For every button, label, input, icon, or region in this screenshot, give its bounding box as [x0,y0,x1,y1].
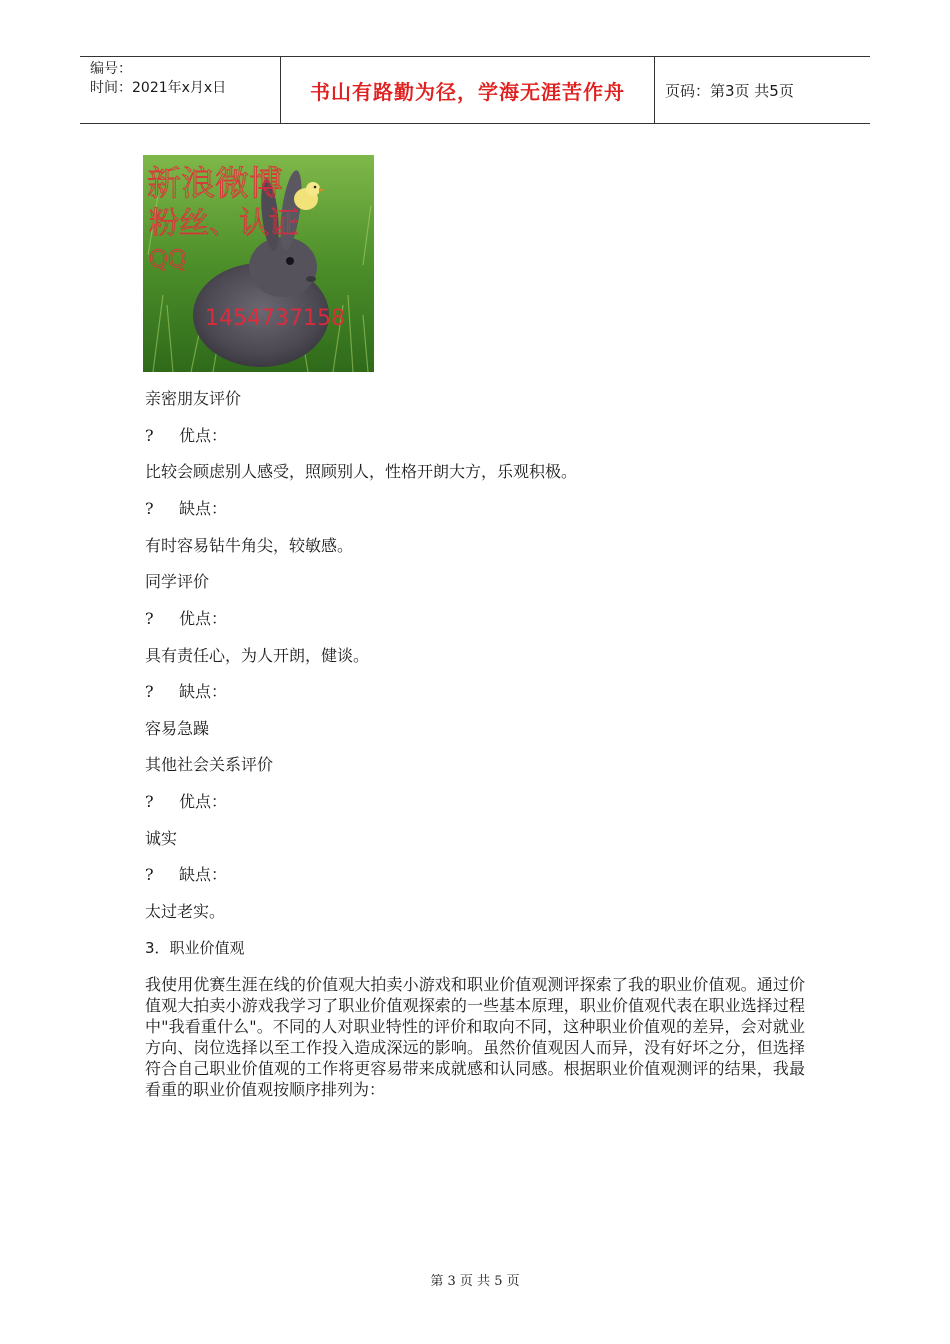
classmates-pros-text: 具有责任心，为人开朗，健谈。 [145,646,370,665]
rabbit-photo [143,155,374,372]
page-info: 页码：第3页 共5页 [665,81,794,100]
pros-label: 优点： [179,426,228,445]
bullet-icon: ? [145,609,154,628]
others-pros-text: 诚实 [145,829,178,848]
section-heading: 3．职业价值观 [145,939,245,957]
watermark-line1: 新浪微博 [147,164,283,204]
friends-pros-text: 比较会顾虑别人感受，照顾别人，性格开朗大方，乐观积极。 [145,462,578,481]
bullet-icon: ? [145,426,154,445]
header-page-cell [655,57,870,123]
header-meta-cell [80,57,281,123]
friends-cons-text: 有时容易钻牛角尖，较敏感。 [145,536,354,555]
cons-label: 缺点： [179,682,228,701]
pros-label: 优点： [179,609,228,628]
watermark-line3: QQ [149,245,187,273]
page-footer: 第 3 页 共 5 页 [430,1274,520,1289]
career-values-paragraph [145,974,805,1100]
bullet-icon: ? [145,865,154,884]
others-heading: 其他社会关系评价 [145,755,274,774]
others-cons-label-row [145,865,227,885]
pros-label: 优点： [179,792,228,811]
serial-number-label: 编号： [90,61,132,77]
watermark-line2: 粉丝、认证 [149,206,299,241]
document-header [80,56,870,124]
header-motto-cell [281,57,655,123]
others-pros-label-row [145,792,227,812]
classmates-pros-label-row [145,609,227,629]
others-cons-text: 太过老实。 [145,902,226,921]
classmates-cons-text: 容易急躁 [145,719,210,738]
paragraph-text: 我使用优赛生涯在线的价值观大拍卖小游戏和职业价值观测评探索了我的职业价值观。通过价值观大拍卖小游戏我学习了职业价值观探索的一些基本原理，职业价值观代表在职业选择过程中"我看重什么"。不同的人对职业特性的评价和取向不同，这种职业价值观的差异，会对就业方向、岗位选择以至工作投入造成深远的影响。虽然价值观因人而异，没有好坏之分，但选择符合自己职业价值观的工作将更容易带来成就感和认同感。根据职业价值观测评的结果，我最看重的职业价值观按顺序排列为： [145,975,805,1099]
cons-label: 缺点： [179,865,228,884]
bullet-icon: ? [145,682,154,701]
friends-cons-label-row [145,499,227,519]
friends-heading: 亲密朋友评价 [145,389,242,408]
motto-text: 书山有路勤为径，学海无涯苦作舟 [310,79,625,104]
rabbit-photo-image [143,155,374,372]
classmates-heading: 同学评价 [145,572,210,591]
friends-pros-label-row [145,426,227,446]
bullet-icon: ? [145,792,154,811]
classmates-cons-label-row [145,682,227,702]
cons-label: 缺点： [179,499,228,518]
watermark-number: 1454737158 [205,306,345,331]
bullet-icon: ? [145,499,154,518]
date-label: 时间：2021年x月x日 [90,80,227,96]
